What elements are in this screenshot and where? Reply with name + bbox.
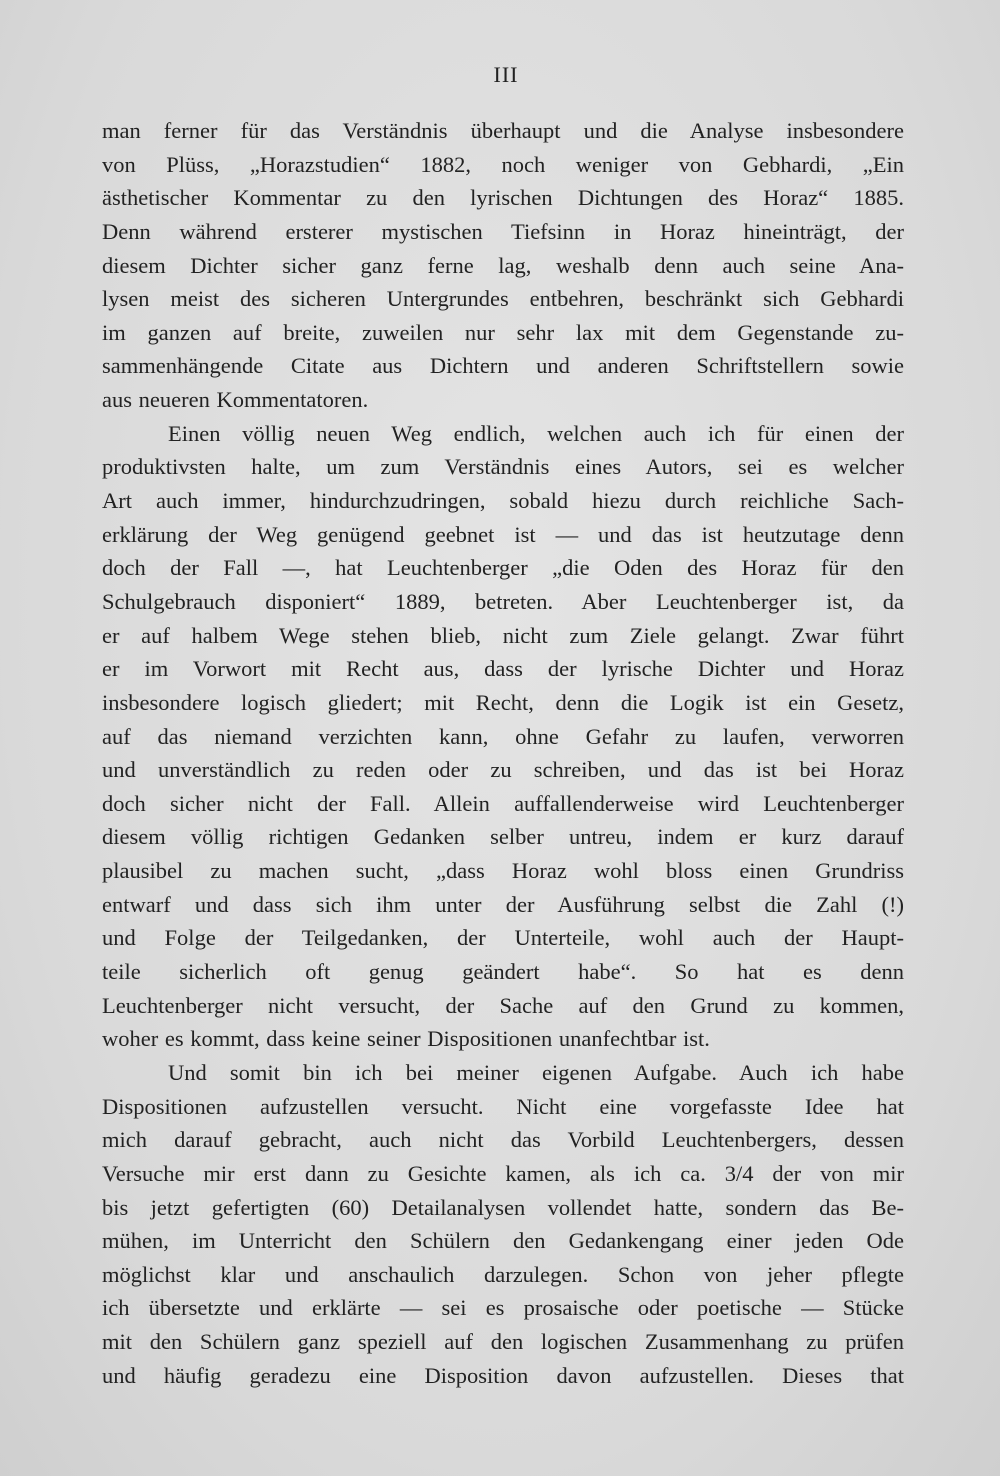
text-line: im ganzen auf breite, zuweilen nur sehr lax mit dem Gegenstande zu- xyxy=(102,319,904,345)
text-line: mit den Schülern ganz speziell auf den logischen Zusammenhang zu prüfen xyxy=(102,1329,904,1355)
text-line: er auf halbem Wege stehen blieb, nicht zum Ziele gelangt. Zwar führt xyxy=(102,622,904,648)
text-line: Dispositionen aufzustellen versucht. Nicht eine vorgefasste Idee hat xyxy=(102,1093,904,1119)
body-text xyxy=(102,114,904,1392)
text-line: entwarf und dass sich ihm unter der Ausführung selbst die Zahl (!) xyxy=(102,891,904,917)
text-line: und Folge der Teilgedanken, der Unterteile, wohl auch der Haupt- xyxy=(102,925,904,951)
text-line: mich darauf gebracht, auch nicht das Vorbild Leuchtenbergers, dessen xyxy=(102,1127,904,1153)
text-line: und häufig geradezu eine Disposition davon aufzustellen. Dieses that xyxy=(102,1362,904,1388)
text-line: ich übersetzte und erklärte — sei es prosaische oder poetische — Stücke xyxy=(102,1295,904,1321)
text-line: ästhetischer Kommentar zu den lyrischen Dichtungen des Horaz“ 1885. xyxy=(102,185,904,211)
text-line: erklärung der Weg genügend geebnet ist — und das ist heutzutage denn xyxy=(102,521,904,547)
text-line: Denn während ersterer mystischen Tiefsinn in Horaz hineinträgt, der xyxy=(102,218,904,244)
page-number: III xyxy=(493,62,519,87)
text-line: mühen, im Unterricht den Schülern den Gedankengang einer jeden Ode xyxy=(102,1228,904,1254)
text-line: Schulgebrauch disponiert“ 1889, betreten. Aber Leuchtenberger ist, da xyxy=(102,588,904,614)
text-line: woher es kommt, dass keine seiner Dispositionen unanfechtbar ist. xyxy=(102,1026,710,1052)
text-line: doch der Fall —, hat Leuchtenberger „die Oden des Horaz für den xyxy=(102,555,904,581)
text-line: von Plüss, „Horazstudien“ 1882, noch weniger von Gebhardi, „Ein xyxy=(102,151,904,177)
text-line: doch sicher nicht der Fall. Allein auffallenderweise wird Leuchtenberger xyxy=(102,790,904,816)
text-line: und unverständlich zu reden oder zu schreiben, und das ist bei Horaz xyxy=(102,757,904,783)
text-line: sammenhängende Citate aus Dichtern und anderen Schriftstellern sowie xyxy=(102,353,904,379)
text-line: Einen völlig neuen Weg endlich, welchen auch ich für einen der xyxy=(168,420,904,446)
text-line: plausibel zu machen sucht, „dass Horaz wohl bloss einen Grundriss xyxy=(102,858,904,884)
text-line: Leuchtenberger nicht versucht, der Sache auf den Grund zu kommen, xyxy=(102,992,904,1018)
text-line: lysen meist des sicheren Untergrundes entbehren, beschränkt sich Gebhardi xyxy=(102,286,904,312)
text-line: möglichst klar und anschaulich darzulegen. Schon von jeher pflegte xyxy=(102,1261,904,1287)
text-line: produktivsten halte, um zum Verständnis eines Autors, sei es welcher xyxy=(102,454,904,480)
text-line: Versuche mir erst dann zu Gesichte kamen, als ich ca. 3/4 der von mir xyxy=(102,1160,904,1186)
text-line: auf das niemand verzichten kann, ohne Gefahr zu laufen, verworren xyxy=(102,723,904,749)
text-line: Und somit bin ich bei meiner eigenen Aufgabe. Auch ich habe xyxy=(168,1059,904,1085)
text-line: Art auch immer, hindurchzudringen, sobald hiezu durch reichliche Sach- xyxy=(102,488,904,514)
text-line: teile sicherlich oft genug geändert habe“. So hat es denn xyxy=(102,959,904,985)
text-line: er im Vorwort mit Recht aus, dass der lyrische Dichter und Horaz xyxy=(102,656,904,682)
text-line: aus neueren Kommentatoren. xyxy=(102,387,369,413)
text-line: insbesondere logisch gliedert; mit Recht, denn die Logik ist ein Gesetz, xyxy=(102,689,904,715)
text-line: diesem völlig richtigen Gedanken selber untreu, indem er kurz darauf xyxy=(102,824,904,850)
text-line: diesem Dichter sicher ganz ferne lag, weshalb denn auch seine Ana- xyxy=(102,252,904,278)
text-line: bis jetzt gefertigten (60) Detailanalysen vollendet hatte, sondern das Be- xyxy=(102,1194,904,1220)
text-line: man ferner für das Verständnis überhaupt und die Analyse insbesondere xyxy=(102,118,904,143)
